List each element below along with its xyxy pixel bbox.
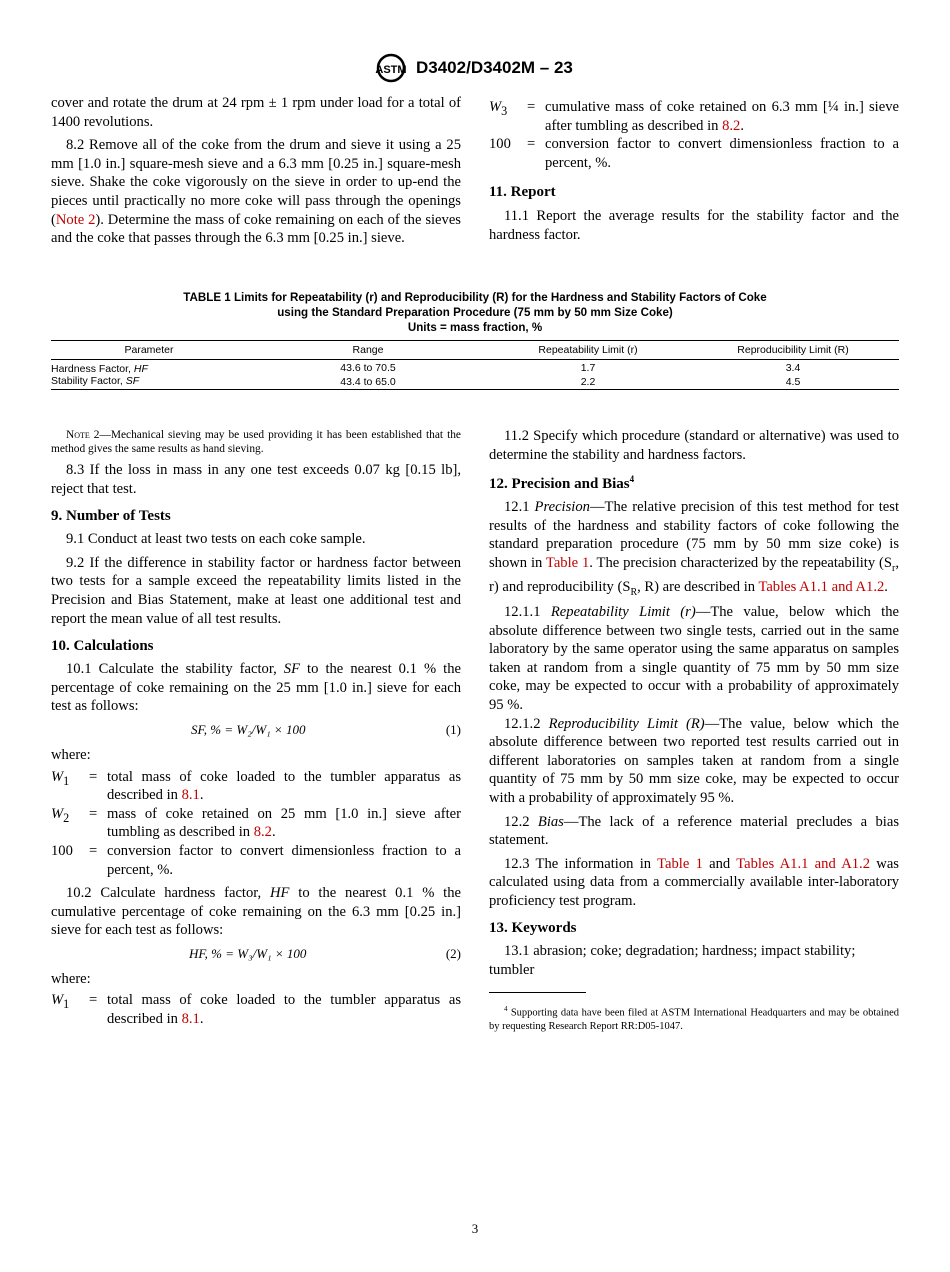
left-column-bottom xyxy=(51,428,461,1029)
paragraph-12-1-2: 12.1.2 Reproducibility Limit (R)—The value, below which the absolute difference between two reported test results carried out in different laboratories on samples taken at random from a single quantity of 75 mm by 50 mm size coke, may be expected to occur with a probability of approximately 95 %. xyxy=(489,715,899,806)
tables-a1-link[interactable]: Tables A1.1 and A1.2 xyxy=(736,855,870,872)
definition-100: 100 = conversion factor to convert dimensionless fraction to a percent, %. xyxy=(51,842,461,878)
svg-text:ASTM: ASTM xyxy=(375,64,407,76)
heading-9: 9. Number of Tests xyxy=(51,508,171,525)
section-8-1-link[interactable]: 8.1 xyxy=(181,1011,200,1028)
footnote-4: $^4$ Supporting data have been filed at ASTM International Headquarters and may be obtained by requesting Research Report RR:D05-1047. xyxy=(489,1004,899,1032)
table-cell-range: 43.6 to 70.5 xyxy=(340,362,396,374)
note-2: Note 2—Mechanical sieving may be used providing it has been established that the method gives the same results as hand sieving. xyxy=(51,429,461,455)
table-cell-range: 43.4 to 65.0 xyxy=(340,375,396,388)
footnote-divider xyxy=(489,992,586,993)
paragraph-9-2: 9.2 If the difference in stability factor or hardness factor between two tests for a sample exceed the repeatability limits listed in the Precision and Bias Statement, make at least one additional test and report the mean value of all test results. xyxy=(51,554,461,627)
paragraph-13-1: 13.1 abrasion; coke; degradation; hardness; impact stability; tumbler xyxy=(489,943,856,979)
paragraph-10-1: 10.1 Calculate the stability factor, SF to the nearest 0.1 % the percentage of coke remaining on the 25 mm [1.0 in.] sieve for each test as follows: xyxy=(51,661,461,715)
section-8-2-link[interactable]: 8.2 xyxy=(253,824,272,841)
paragraph-continued: cover and rotate the drum at 24 rpm ± 1 rpm under load for a total of 1400 revolutions. xyxy=(51,95,461,130)
table-cell-r: 2.2 xyxy=(580,375,596,388)
table-title-1: TABLE 1 Limits for Repeatability (r) and Reproducibility (R) for the Hardness and Stability Factors of Coke xyxy=(183,291,767,304)
equation-1-body: SF, % = W₂/W₁ × 100 xyxy=(191,721,306,737)
paragraph-8-2: 8.2 Remove all of the coke from the drum and sieve it using a 25 mm [1.0 in.] square-mesh sieve and a 6.3 mm [0.25 in.] square-mesh sieve. Shake the coke vigorously on the sieve in order to up-end the pieces until practically no more coke will pass through the openings (Note 2). Determine the mass of coke remaining on each of the sieves and the coke that passes through the 6.3 mm [0.25 in.] sieve. xyxy=(51,137,461,247)
paragraph-12-3: 12.3 The information in Table 1 and Tables A1.1 and A1.2 was calculated using data from a commercially available inter-laboratory proficiency test program. xyxy=(489,855,899,909)
paragraph-11-1: 11.1 Report the average results for the stability factor and the hardness factor. xyxy=(489,208,899,243)
where-label: where: xyxy=(51,970,91,987)
right-column-bottom xyxy=(489,427,899,1033)
equation-2-body: HF, % = W₃/W₁ × 100 xyxy=(189,945,307,961)
page-header xyxy=(372,52,573,84)
heading-10: 10. Calculations xyxy=(51,638,154,655)
equation-1 xyxy=(51,722,461,738)
table-row xyxy=(51,360,899,376)
heading-13: 13. Keywords xyxy=(489,920,577,937)
table-cell-parameter: Hardness Factor, HF xyxy=(51,362,148,375)
precision-table xyxy=(51,340,899,390)
section-8-1-link[interactable]: 8.1 xyxy=(181,787,200,804)
definition-w3: $W_3$ = cumulative mass of coke retained on 6.3 mm [¼ in.] sieve after tumbling as described in 8.2. xyxy=(489,99,899,134)
definition-100: 100 = conversion factor to convert dimensionless fraction to a percent, %. xyxy=(489,136,899,171)
heading-11-report: 11. Report xyxy=(489,184,556,201)
table-cell-R: 4.5 xyxy=(785,375,801,388)
section-8-2-link[interactable]: 8.2 xyxy=(722,117,741,134)
table-1 xyxy=(51,290,899,390)
tables-a1-link[interactable]: Tables A1.1 and A1.2 xyxy=(758,579,885,596)
equation-2-number: (2) xyxy=(445,945,461,961)
table-1-link[interactable]: Table 1 xyxy=(545,554,590,571)
table-header-parameter: Parameter xyxy=(124,344,174,356)
definition-w2: $W_2$ = mass of coke retained on 25 mm [1.0 in.] sieve after tumbling as described in 8.2. xyxy=(51,805,461,841)
note-2-link[interactable]: Note 2 xyxy=(55,211,96,228)
definition-w1: $W_1$ = total mass of coke loaded to the tumbler apparatus as described in 8.1. xyxy=(51,992,461,1028)
table-header-range: Range xyxy=(352,344,384,356)
paragraph-11-2: 11.2 Specify which procedure (standard or alternative) was used to determine the stability and hardness factors. xyxy=(489,428,899,463)
paragraph-12-1-1: 12.1.1 Repeatability Limit (r)—The value, below which the absolute difference between two single tests, carried out in the same laboratory by the same operator using the same apparatus on samples taken at random from a single quantity of 75 mm by 50 mm size coke, may be expected to occur with a probability of approximately 95 %. xyxy=(489,603,899,713)
paragraph-9-1: 9.1 Conduct at least two tests on each coke sample. xyxy=(66,531,366,548)
table-cell-parameter: Stability Factor, SF xyxy=(51,375,140,387)
table-cell-r: 1.7 xyxy=(580,362,596,374)
definition-w1: $W_1$ = total mass of coke loaded to the tumbler apparatus as described in 8.1. xyxy=(51,768,461,804)
right-column-top xyxy=(489,98,899,245)
table-units: Units = mass fraction, % xyxy=(407,321,543,334)
equation-1-number: (1) xyxy=(445,721,461,737)
document-designation: D3402/D3402M – 23 xyxy=(416,58,573,77)
table-title-2: using the Standard Preparation Procedure (75 mm by 50 mm Size Coke) xyxy=(277,306,673,319)
where-label: where: xyxy=(51,746,91,763)
left-column-top xyxy=(51,94,461,248)
equation-2 xyxy=(51,946,461,962)
table-header-reproducibility: Reproducibility Limit (R) xyxy=(737,344,849,356)
astm-logo xyxy=(372,52,410,84)
paragraph-12-1: 12.1 Precision—The relative precision of this test method for test results of the hardness and stability factors of coke following the standard preparation procedure (75 mm by 50 mm size coke) is shown in Table 1. The precision characterized by the repeatability ($S_r$, r) and reproducibility ($S_R$, R) are described in Tables A1.1 and A1.2. xyxy=(489,499,900,599)
table-row xyxy=(51,375,899,390)
table-header-repeatability: Repeatability Limit (r) xyxy=(538,344,638,356)
table-1-link[interactable]: Table 1 xyxy=(657,855,703,872)
page-number: 3 xyxy=(471,1221,479,1236)
heading-12: 12. Precision and Bias$^4$ xyxy=(489,474,635,493)
paragraph-10-2: 10.2 Calculate hardness factor, HF to the nearest 0.1 % the cumulative percentage of coke remaining on the 6.3 mm [0.25 in.] sieve for each test as follows: xyxy=(51,885,461,939)
paragraph-12-2: 12.2 Bias—The lack of a reference material precludes a bias statement. xyxy=(489,813,899,849)
paragraph-8-3: 8.3 If the loss in mass in any one test exceeds 0.07 kg [0.15 lb], reject that test. xyxy=(51,462,461,497)
table-cell-R: 3.4 xyxy=(785,362,801,374)
